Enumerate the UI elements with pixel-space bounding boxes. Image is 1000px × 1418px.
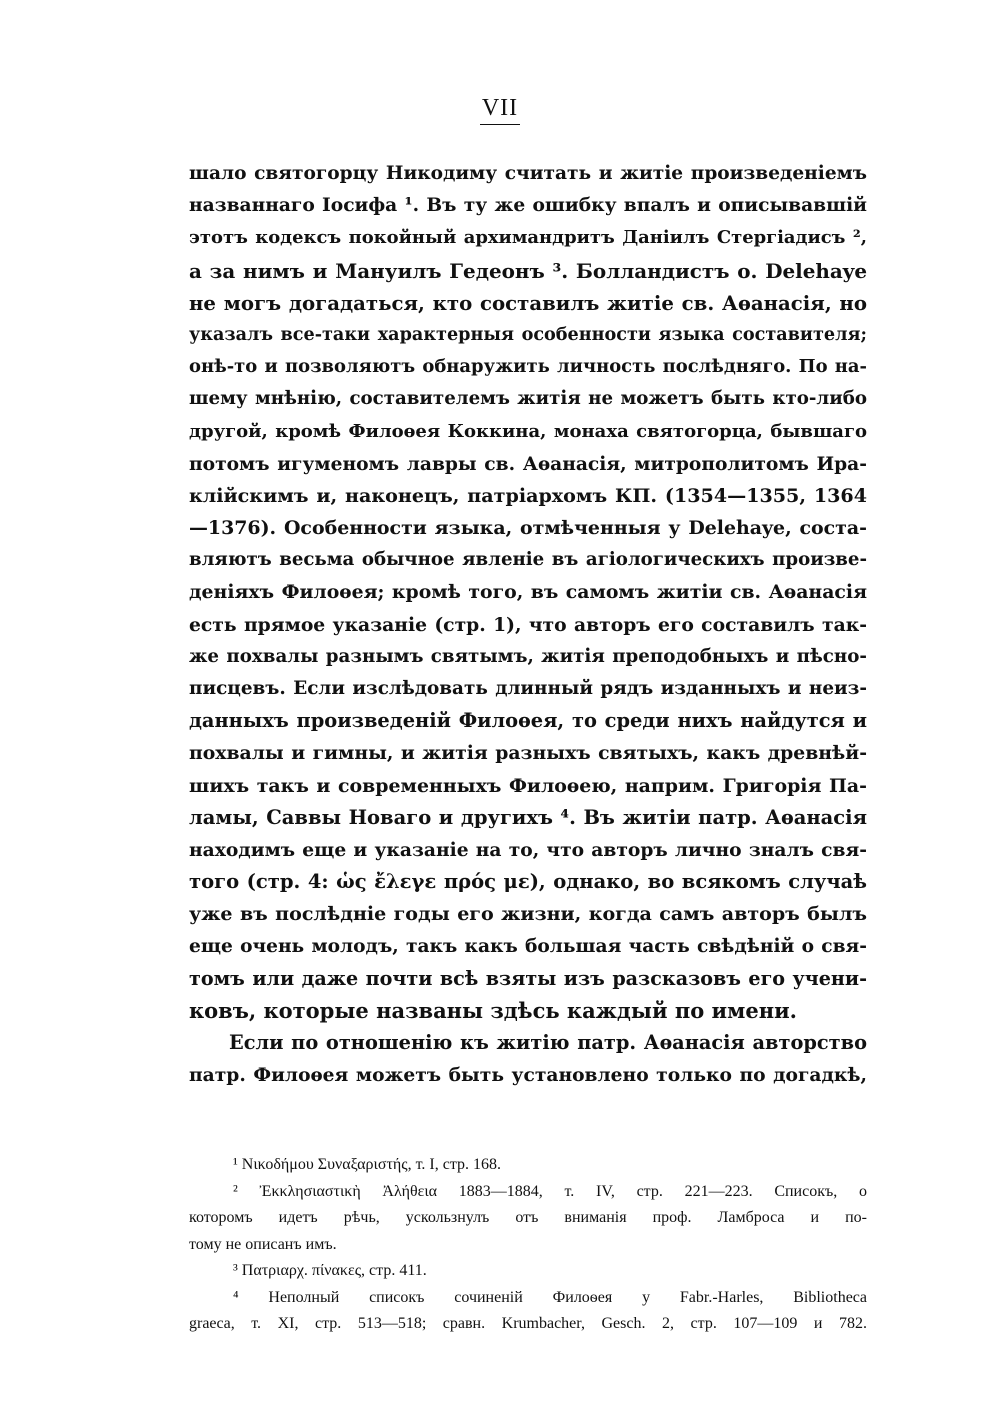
footnote-line: ³ Πατριαρχ. πίνακες, стр. 411. [233,1262,427,1279]
body-line: же похвалы разнымъ святымъ, житія преподобныхъ и пѣсно- [189,645,867,667]
body-line: патр. Филоѳея можетъ быть установлено только по догадкѣ, [189,1064,867,1087]
body-line: еще очень молодъ, такъ какъ большая часть свѣдѣній о свя- [189,935,867,957]
body-text [189,158,867,1091]
body-line: ковъ, которые названы здѣсь каждый по имени. [189,997,797,1023]
footnote-line: ⁴ Неполный списокъ сочиненій Филоѳея у Fabr.-Harles, Bibliotheca [233,1288,867,1306]
body-line: есть прямое указаніе (стр. 1), что авторъ его составилъ так- [189,613,867,636]
footnote-line: тому не описанъ имъ. [189,1235,337,1253]
body-line: потомъ игуменомъ лавры св. Аѳанасія, митрополитомъ Ира- [189,452,867,475]
body-line: того (стр. 4: ὡς ἔλεγε πρός με), однако, во всякомъ случаѣ [189,870,867,894]
body-line: вляютъ весьма обычное явленіе въ агіологическихъ произве- [189,549,867,571]
body-line: Если по отношенію къ житію патр. Аѳанасія авторство [229,1031,867,1055]
body-line: не могъ догадаться, кто составилъ житіе св. Аѳанасія, но [189,290,867,315]
body-line: этотъ кодексъ покойный архимандритъ Даніилъ Стергіадисъ ², [189,227,867,249]
body-line: шихъ такъ и современныхъ Филоѳею, наприм. Григорія Па- [189,774,867,797]
body-line: онѣ-то и позволяютъ обнаружить личность послѣдняго. По на- [189,356,867,378]
body-line: другой, кромѣ Филоѳея Коккина, монаха святогорца, бывшаго [189,420,867,442]
body-line: шало святогорцу Никодиму считать и житіе произведеніемъ [189,163,867,184]
footnotes [189,1152,867,1338]
body-line: ламы, Саввы Новаго и другихъ ⁴. Въ житіи патр. Аѳанасія [189,805,867,829]
body-line: уже въ послѣдніе годы его жизни, когда самъ авторъ былъ [189,903,867,926]
footnote-line: которомъ идетъ рѣчь, ускользнулъ отъ вниманія проф. Ламброса и по- [189,1209,867,1226]
body-line: деніяхъ Филоѳея; кромѣ того, въ самомъ житіи св. Аѳанасія [189,581,867,604]
body-line: а за нимъ и Мануилъ Гедеонъ ³. Болландистъ о. Delehaye [189,258,867,283]
footnote-line: ¹ Νικοδήμου Συναξαριστής, т. I, стр. 168. [233,1156,501,1173]
footnote-line: ² Ἐκκλησιαστικὴ Ἀλήθεια 1883—1884, т. IV, стр. 221—223. Списокъ, о [233,1182,867,1200]
body-line: похвалы и гимны, и житія разныхъ святыхъ, какъ древнѣй- [189,742,867,765]
page-number [0,93,1000,125]
body-line: шему мнѣнію, составителемъ житія не можетъ быть кто-либо [189,388,867,410]
footnote-line: graeca, т. XI, стр. 513—518; сравн. Krumbacher, Gesch. 2, стр. 107—109 и 782. [189,1315,867,1332]
body-line: находимъ еще и указаніе на то, что авторъ лично зналъ свя- [189,838,867,861]
page-number-text: VII [480,93,520,125]
body-line: названнаго Іосифа ¹. Въ ту же ошибку впалъ и описывавшій [189,195,867,217]
body-line: данныхъ произведеній Филоѳея, то среди нихъ найдутся и [189,709,867,733]
body-line: —1376). Особенности языка, отмѣченныя у Delehaye, соста- [189,517,867,540]
body-line: указалъ все-таки характерныя особенности языка составителя; [189,323,867,345]
body-line: клійскимъ и, наконецъ, патріархомъ КП. (1354—1355, 1364 [189,483,867,507]
body-line: томъ или даже почти всѣ взяты изъ разсказовъ его учени- [189,966,867,990]
body-line: писцевъ. Если изслѣдовать длинный рядъ изданныхъ и неиз- [189,678,867,699]
